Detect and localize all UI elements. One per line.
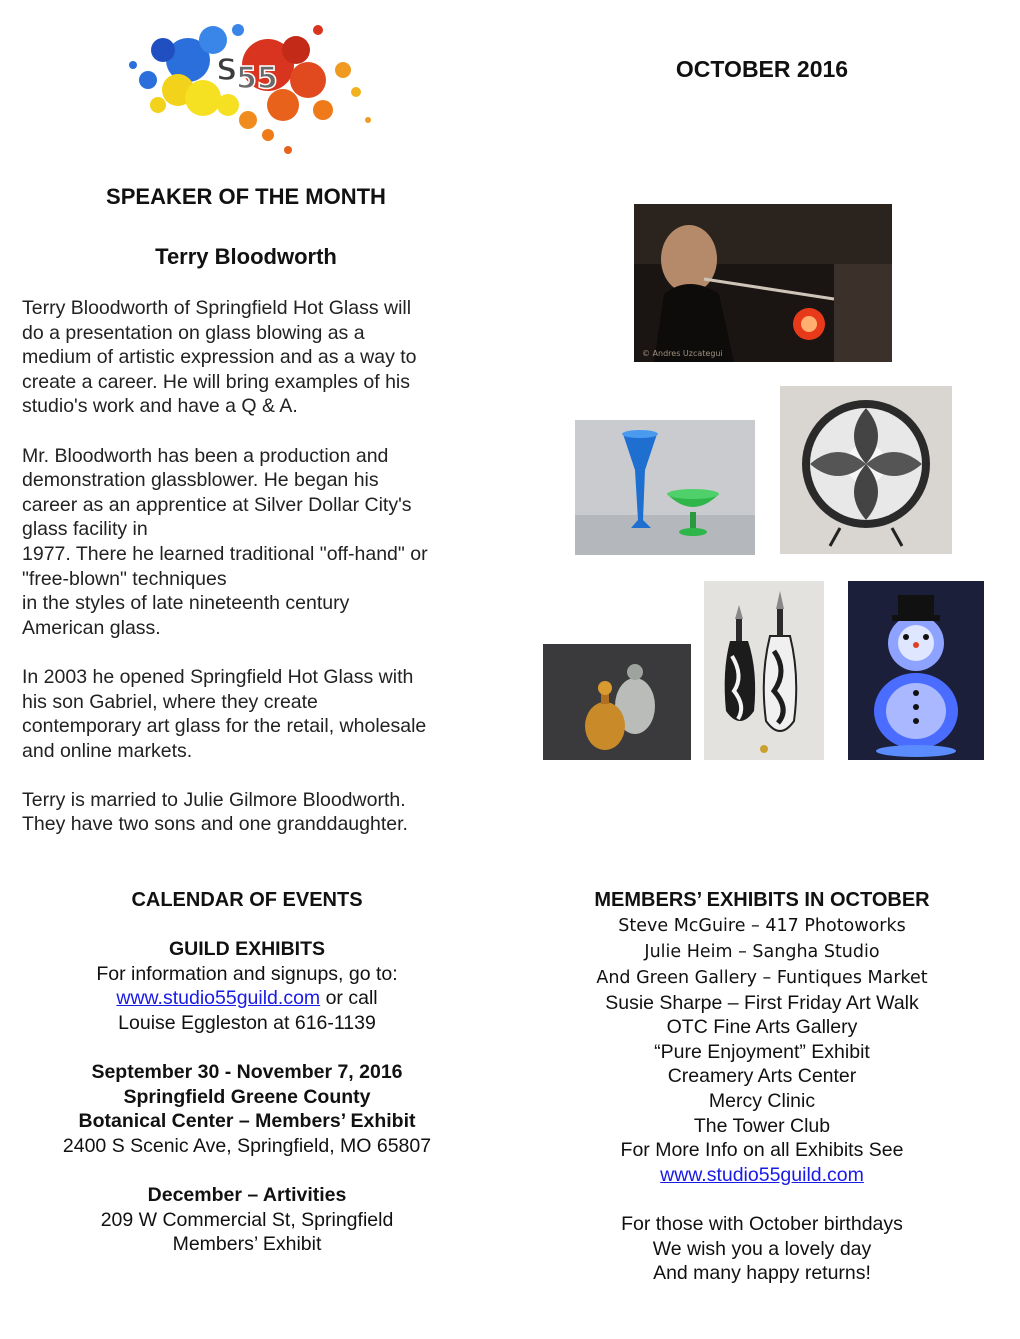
speaker-section-title: SPEAKER OF THE MONTH [106, 184, 386, 209]
member-exhibit-item: Susie Sharpe – First Friday Art Walk [605, 991, 919, 1014]
event-address: 2400 S Scenic Ave, Springfield, MO 65807 [62, 1134, 432, 1157]
bio-paragraph: In 2003 he opened Springfield Hot Glass with his son Gabriel, where they create contemporary art glass for the retail, wholesale and online markets. [22, 665, 427, 762]
info-line: For information and signups, go to: [96, 962, 398, 985]
calendar-section [20, 888, 474, 1257]
issue-date: OCTOBER 2016 [675, 56, 849, 82]
svg-text:55: 55 [236, 61, 278, 96]
blue-vase-green-bowl-photo [575, 420, 755, 555]
svg-text:S: S [216, 53, 238, 88]
bio-paragraph: Terry Bloodworth of Springfield Hot Glass will do a presentation on glass blowing as a medium of artistic expression and as a way to create a career. He will bring examples of his studio's work and have a Q & A. [22, 297, 417, 418]
calendar-title: CALENDAR OF EVENTS [131, 889, 363, 911]
member-exhibit-item: Julie Heim – Sangha Studio [644, 941, 880, 962]
snowman-photo [848, 581, 984, 760]
member-exhibit-item: “Pure Enjoyment” Exhibit [654, 1040, 870, 1063]
guild-website-link[interactable]: www.studio55guild.com [116, 987, 321, 1010]
member-exhibit-item: And Green Gallery – Funtiques Market [596, 967, 928, 988]
perfume-bottles-photo [543, 644, 691, 760]
speaker-name: Terry Bloodworth [155, 244, 337, 269]
speaker-bio [22, 296, 492, 862]
member-exhibit-item: Creamery Arts Center [667, 1065, 857, 1088]
member-exhibit-item: OTC Fine Arts Gallery [666, 1016, 858, 1039]
event-address: 209 W Commercial St, Springfield [100, 1208, 394, 1231]
birthday-line: We wish you a lovely day [652, 1237, 872, 1260]
member-exhibit-item: Mercy Clinic [708, 1089, 816, 1112]
members-title: MEMBERS’ EXHIBITS IN OCTOBER [594, 889, 930, 911]
member-exhibit-item: The Tower Club [693, 1114, 831, 1137]
bio-paragraph: Terry is married to Julie Gilmore Bloodworth. They have two sons and one granddaughter. [22, 788, 408, 836]
glassblower-photo [634, 204, 892, 362]
member-exhibit-item: For More Info on all Exhibits See [620, 1139, 904, 1162]
event-title: December – Artivities [147, 1184, 347, 1207]
bio-paragraph: Mr. Bloodworth has been a production and demonstration glassblower. He began his career as an apprentice at Silver Dollar City's glass facility in 1977. There he learned traditional "off-hand" or "free-blown" techniques in the styles of late nineteenth century American glass. [22, 444, 428, 639]
birthday-line: For those with October birthdays [621, 1212, 903, 1235]
event-venue-detail: Botanical Center – Members’ Exhibit [78, 1110, 416, 1133]
link-line [20, 986, 474, 1011]
member-exhibit-item: Steve McGuire – 417 Photoworks [618, 915, 906, 936]
members-exhibits-section [560, 888, 964, 1286]
striped-bottles-photo [704, 581, 824, 760]
birthday-line: And many happy returns! [653, 1262, 871, 1285]
or-call-text: or call [320, 987, 378, 1010]
photo-credit: © Andres Uzcategui [642, 349, 723, 358]
swirl-platter-photo [780, 386, 952, 554]
studio55-logo [118, 10, 380, 162]
contact-line: Louise Eggleston at 616-1139 [118, 1011, 376, 1034]
members-website-link[interactable]: www.studio55guild.com [660, 1163, 864, 1186]
event-venue: Springfield Greene County [123, 1085, 371, 1108]
event-description: Members’ Exhibit [172, 1233, 322, 1256]
guild-exhibits-heading: GUILD EXHIBITS [168, 938, 325, 961]
event-dates: September 30 - November 7, 2016 [91, 1061, 403, 1084]
